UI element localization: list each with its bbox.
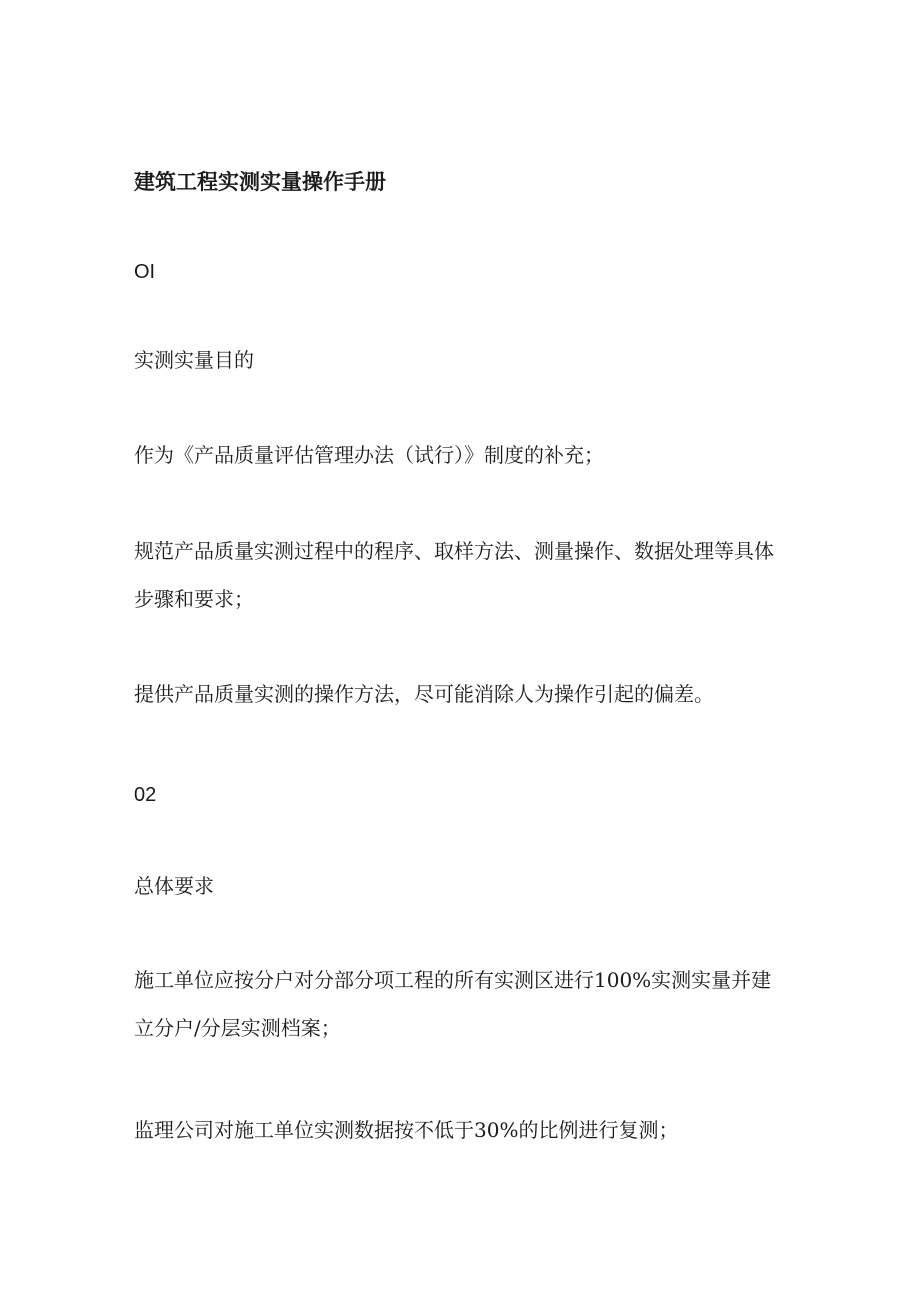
section-1-heading: 实测实量目的 bbox=[134, 348, 254, 372]
section-2-item-2: 监理公司对施工单位实测数据按不低于30%的比例进行复测； bbox=[134, 1118, 679, 1142]
section-2-item-1-line-2: 立分户/分层实测档案； bbox=[134, 1016, 341, 1040]
section-1-item-2-line-1: 规范产品质量实测过程中的程序、取样方法、测量操作、数据处理等具体 bbox=[134, 539, 774, 563]
section-1-item-2-line-2: 步骤和要求； bbox=[134, 587, 254, 611]
document-title: 建筑工程实测实量操作手册 bbox=[134, 170, 386, 194]
section-2-item-1-line-1: 施工单位应按分户对分部分项工程的所有实测区进行100%实测实量并建 bbox=[134, 968, 772, 992]
section-1-number: OI bbox=[134, 261, 156, 283]
section-2-number: 02 bbox=[134, 784, 157, 806]
section-1-item-1: 作为《产品质量评估管理办法（试行）》制度的补充； bbox=[134, 443, 604, 467]
section-2-heading: 总体要求 bbox=[134, 874, 214, 898]
section-1-item-3: 提供产品质量实测的操作方法，尽可能消除人为操作引起的偏差。 bbox=[134, 682, 714, 706]
